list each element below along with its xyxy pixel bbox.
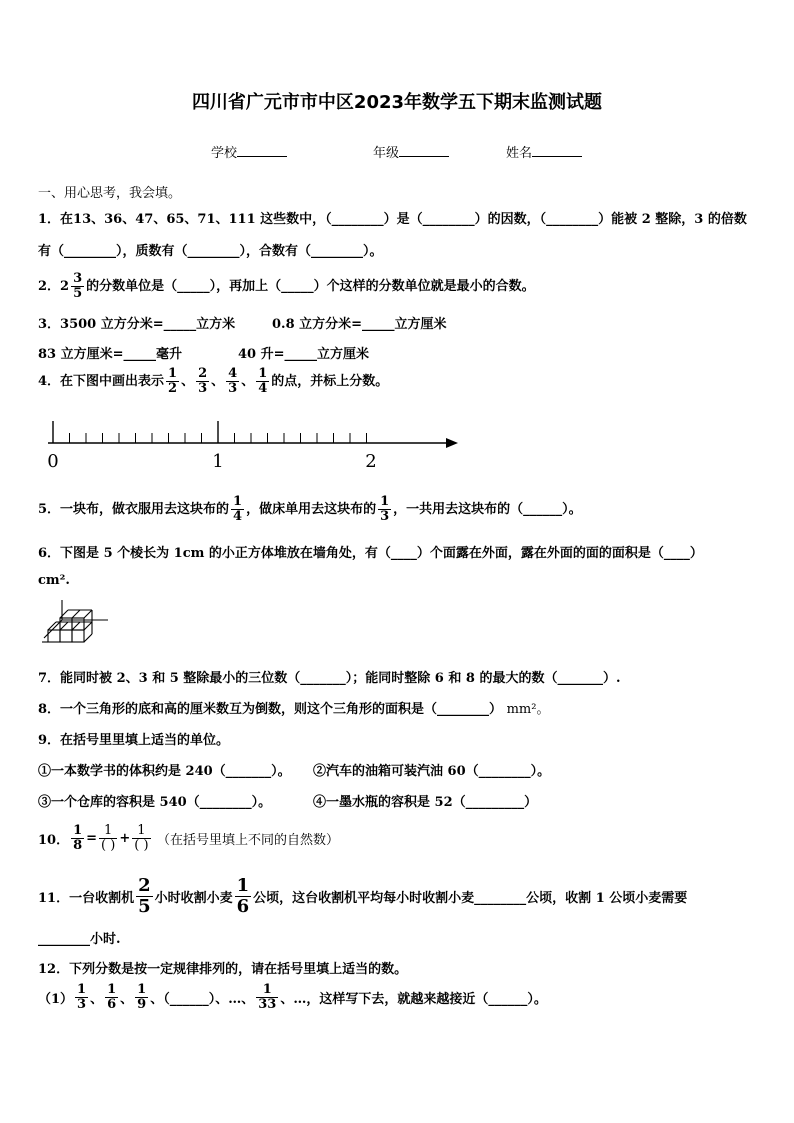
tick-label-0: 0	[47, 451, 59, 472]
cubes-figure	[40, 598, 112, 654]
name-label: 姓名	[506, 146, 533, 161]
school-field	[211, 142, 287, 161]
question-8: 8．一个三角形的底和高的厘米数互为倒数，则这个三角形的面积是（________） mm²。	[38, 702, 550, 717]
school-label: 学校	[211, 146, 238, 161]
tick-label-1: 1	[212, 451, 224, 472]
fraction: $\frac{2}{3}$	[198, 366, 208, 396]
page-title: 四川省广元市市中区2023年数学五下期末监测试题	[191, 92, 603, 113]
fraction: $\frac{1}{33}$	[258, 982, 277, 1012]
grade-field	[373, 142, 449, 161]
number-line[interactable]	[40, 415, 470, 475]
question-7: 7．能同时被 2、3 和 5 整除最小的三位数（_______）；能同时整除 6 和 8 的最大的数（_______）.	[38, 671, 621, 686]
answer-fraction-1[interactable]: $\frac{1}{( )}$	[101, 823, 116, 853]
mixed-whole: 2	[60, 279, 70, 294]
fraction: $\frac{1}{8}$	[73, 823, 83, 853]
question-12-sequence: （1） $\frac{1}{3}$ 、 $\frac{1}{6}$ 、 $\frac{1}{9}$ 、（______）、…、 $\frac{1}{33}$ 、…，这样写下去，就越来越接近（______）。	[38, 982, 547, 1012]
arrow-head-icon	[446, 438, 458, 448]
question-11-line-2: ________小时.	[38, 932, 121, 947]
question-6-line-1: 6．下图是 5 个棱长为 1cm 的小正方体堆放在墙角处，有（____）个面露在外面，露在外面的面的面积是（____）	[38, 546, 703, 561]
fraction: $\frac{1}{2}$	[168, 366, 178, 396]
question-9-item-3: ③一个仓库的容积是 540（________）。	[38, 795, 272, 810]
question-10: 10． $\frac{1}{8}$ = $\frac{1}{( )}$ + $\frac{1}{( )}$ （在括号里填上不同的自然数）	[38, 823, 340, 853]
question-6-line-2: cm².	[38, 573, 70, 588]
tick-label-2: 2	[365, 451, 377, 472]
question-3-part-3: 83 立方厘米=_____毫升	[38, 347, 183, 362]
question-5: 5．一块布，做衣服用去这块布的 $\frac{1}{4}$ ，做床单用去这块布的 $\frac{1}{3}$ ，一共用去这块布的（______）。	[38, 494, 582, 524]
section-heading: 一、用心思考，我会填。	[38, 186, 182, 201]
fraction: $\frac{1}{6}$	[236, 875, 250, 917]
tick-marks	[53, 421, 367, 443]
question-11-line-1: 11．一台收割机 $\frac{2}{5}$ 小时收割小麦 $\frac{1}{6}$ 公顷，这台收割机平均每小时收割小麦________公顷，收割 1 公顷小麦需要	[38, 875, 688, 917]
question-2: 2．2 $\frac{3}{5}$ 的分数单位是（_____），再加上（_____）个这样的分数单位就是最小的合数。	[38, 271, 535, 301]
fraction: $\frac{1}{4}$	[233, 494, 243, 524]
question-1-line-1: 1．在13、36、47、65、71、111 这些数中，（________）是（________）的因数，（________）能被 2 整除，3 的倍数	[38, 212, 747, 227]
question-10-note: （在括号里填上不同的自然数）	[157, 833, 340, 848]
fraction: $\frac{3}{5}$	[73, 271, 83, 301]
name-field	[506, 142, 582, 161]
question-1-line-2: 有（________），质数有（________），合数有（________）。	[38, 244, 383, 259]
fraction: $\frac{1}{4}$	[258, 366, 268, 396]
question-9-title: 9．在括号里里填上适当的单位。	[38, 733, 230, 748]
question-3-part-4: 40 升=_____立方厘米	[238, 347, 370, 362]
question-4: 4．在下图中画出表示 $\frac{1}{2}$ 、 $\frac{2}{3}$ 、 $\frac{4}{3}$ 、 $\frac{1}{4}$ 的点，并标上分数。	[38, 366, 389, 396]
school-blank[interactable]	[237, 144, 287, 157]
unit-label: mm²。	[506, 702, 550, 717]
fraction: $\frac{1}{3}$	[380, 494, 390, 524]
grade-label: 年级	[373, 146, 400, 161]
answer-fraction-2[interactable]: $\frac{1}{( )}$	[134, 823, 149, 853]
question-3-part-2: 0.8 立方分米=_____立方厘米	[272, 317, 447, 332]
question-2-text: 的分数单位是（_____），再加上（_____）个这样的分数单位就是最小的合数。	[86, 279, 535, 294]
question-9-item-2: ②汽车的油箱可装汽油 60（________）。	[313, 764, 551, 779]
question-3-part-1: 3．3500 立方分米=_____立方米	[38, 317, 236, 332]
fraction: $\frac{1}{9}$	[137, 982, 147, 1012]
question-12-title: 12．下列分数是按一定规律排列的，请在括号里填上适当的数。	[38, 962, 408, 977]
fraction: $\frac{4}{3}$	[228, 366, 238, 396]
fraction: $\frac{2}{5}$	[138, 875, 151, 917]
fraction: $\frac{1}{6}$	[107, 982, 117, 1012]
question-9-item-4: ④一墨水瓶的容积是 52（_________）	[313, 795, 538, 810]
fraction: $\frac{1}{3}$	[77, 982, 87, 1012]
name-blank[interactable]	[532, 144, 582, 157]
question-9-item-1: ①一本数学书的体积约是 240（_______）。	[38, 764, 291, 779]
grade-blank[interactable]	[399, 144, 449, 157]
